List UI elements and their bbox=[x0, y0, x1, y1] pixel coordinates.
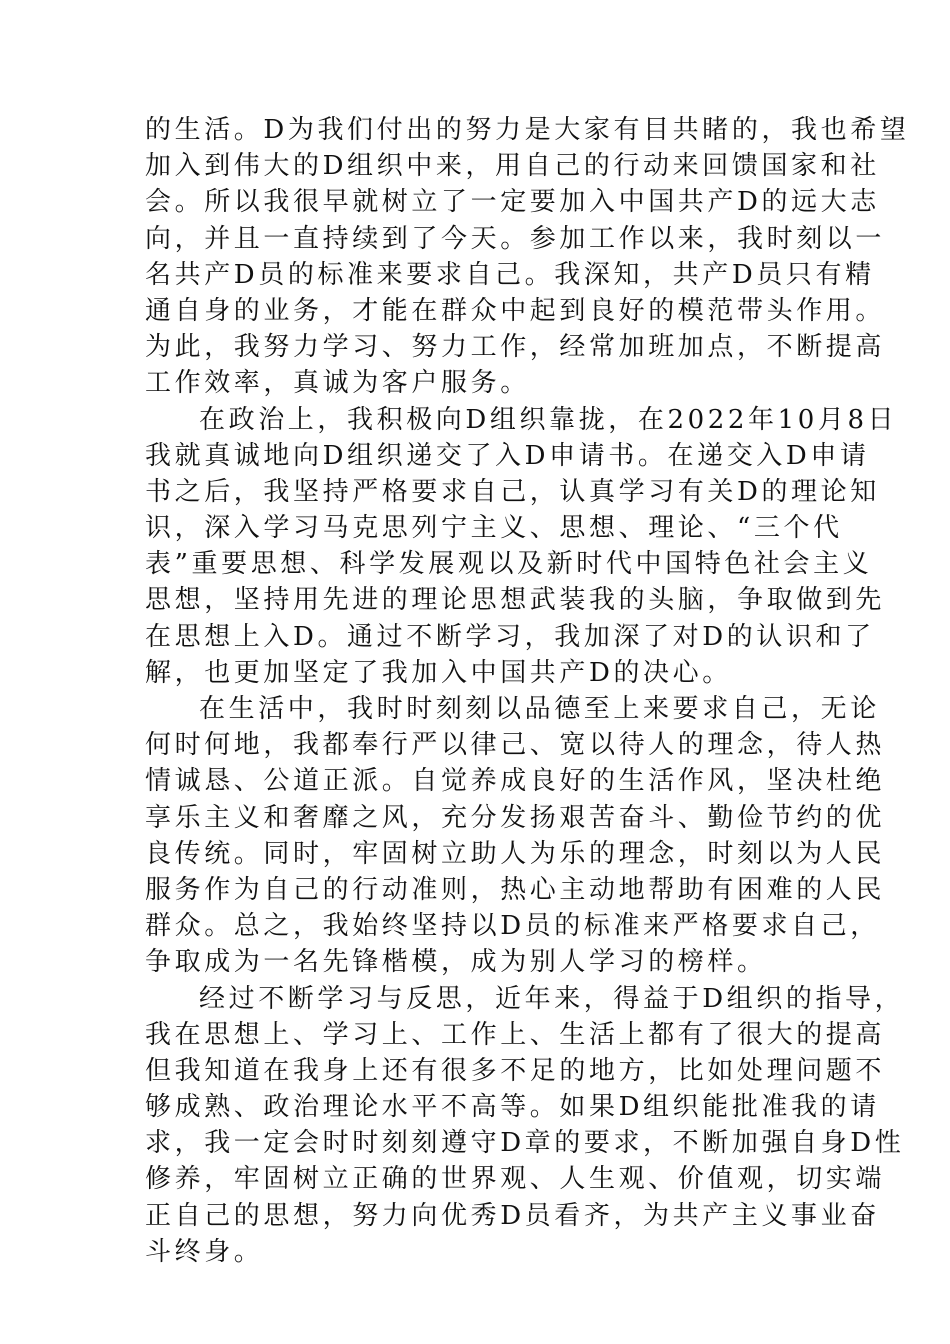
text-line: 加入到伟大的D组织中来，用自己的行动来回馈国家和社 bbox=[145, 151, 880, 182]
text-line: 享乐主义和奢靡之风，充分发扬艰苦奋斗、勤俭节约的优 bbox=[145, 802, 886, 833]
text-line: 我在思想上、学习上、工作上、生活上都有了很大的提高 bbox=[145, 1019, 886, 1050]
text-line: 争取成为一名先锋楷模，成为别人学习的榜样。 bbox=[145, 947, 767, 978]
document-body bbox=[145, 112, 910, 1270]
text-line: 良传统。同时，牢固树立助人为乐的理念，时刻以为人民 bbox=[145, 838, 886, 869]
text-line: 我就真诚地向D组织递交了入D申请书。在递交入D申请 bbox=[145, 440, 870, 471]
text-line: 向，并且一直持续到了今天。参加工作以来，我时刻以一 bbox=[145, 223, 886, 254]
text-line: 群众。总之，我始终坚持以D员的标准来严格要求自己， bbox=[145, 911, 880, 942]
text-line: 通自身的业务，才能在群众中起到良好的模范带头作用。 bbox=[145, 295, 886, 326]
text-line: 书之后，我坚持严格要求自己，认真学习有关D的理论知 bbox=[145, 476, 880, 507]
text-line: 会。所以我很早就树立了一定要加入中国共产D的远大志 bbox=[145, 187, 880, 218]
text-line: 正自己的思想，努力向优秀D员看齐，为共产主义事业奋 bbox=[145, 1200, 880, 1231]
text-line: 但我知道在我身上还有很多不足的地方，比如处理问题不 bbox=[145, 1055, 886, 1086]
text-line: 服务作为自己的行动准则，热心主动地帮助有困难的人民 bbox=[145, 874, 886, 905]
text-line: 斗终身。 bbox=[145, 1236, 264, 1267]
text-line: 名共产D员的标准来要求自己。我深知，共产D员只有精 bbox=[145, 259, 875, 290]
paragraph-first-line: 经过不断学习与反思，近年来，得益于D组织的指导， bbox=[199, 983, 905, 1014]
text-line: 为此，我努力学习、努力工作，经常加班加点，不断提高 bbox=[145, 332, 886, 363]
text-line: 何时何地，我都奉行严以律己、宽以待人的理念，待人热 bbox=[145, 730, 886, 761]
text-line: 够成熟、政治理论水平不高等。如果D组织能批准我的请 bbox=[145, 1092, 880, 1123]
text-line: 在思想上入D。通过不断学习，我加深了对D的认识和了 bbox=[145, 621, 875, 652]
text-line: 表”重要思想、科学发展观以及新时代中国特色社会主义 bbox=[145, 549, 873, 580]
text-line: 求，我一定会时时刻刻遵守D章的要求，不断加强自身D性 bbox=[145, 1128, 905, 1159]
paragraph-first-line: 在生活中，我时时刻刻以品德至上来要求自己，无论 bbox=[199, 694, 880, 724]
text-line: 的生活。D为我们付出的努力是大家有目共睹的，我也希望 bbox=[145, 115, 910, 145]
paragraph-first-line: 在政治上，我积极向D组织靠拢，在2022年10月8日 bbox=[199, 404, 898, 435]
text-line: 思想，坚持用先进的理论思想武装我的头脑，争取做到先 bbox=[145, 585, 886, 616]
text-line: 识，深入学习马克思列宁主义、思想、理论、“三个代 bbox=[145, 513, 843, 544]
text-line: 修养，牢固树立正确的世界观、人生观、价值观，切实端 bbox=[145, 1164, 886, 1195]
text-line: 工作效率，真诚为客户服务。 bbox=[145, 368, 530, 399]
text-line: 解，也更加坚定了我加入中国共产D的决心。 bbox=[145, 657, 732, 688]
text-line: 情诚恳、公道正派。自觉养成良好的生活作风，坚决杜绝 bbox=[145, 766, 886, 797]
